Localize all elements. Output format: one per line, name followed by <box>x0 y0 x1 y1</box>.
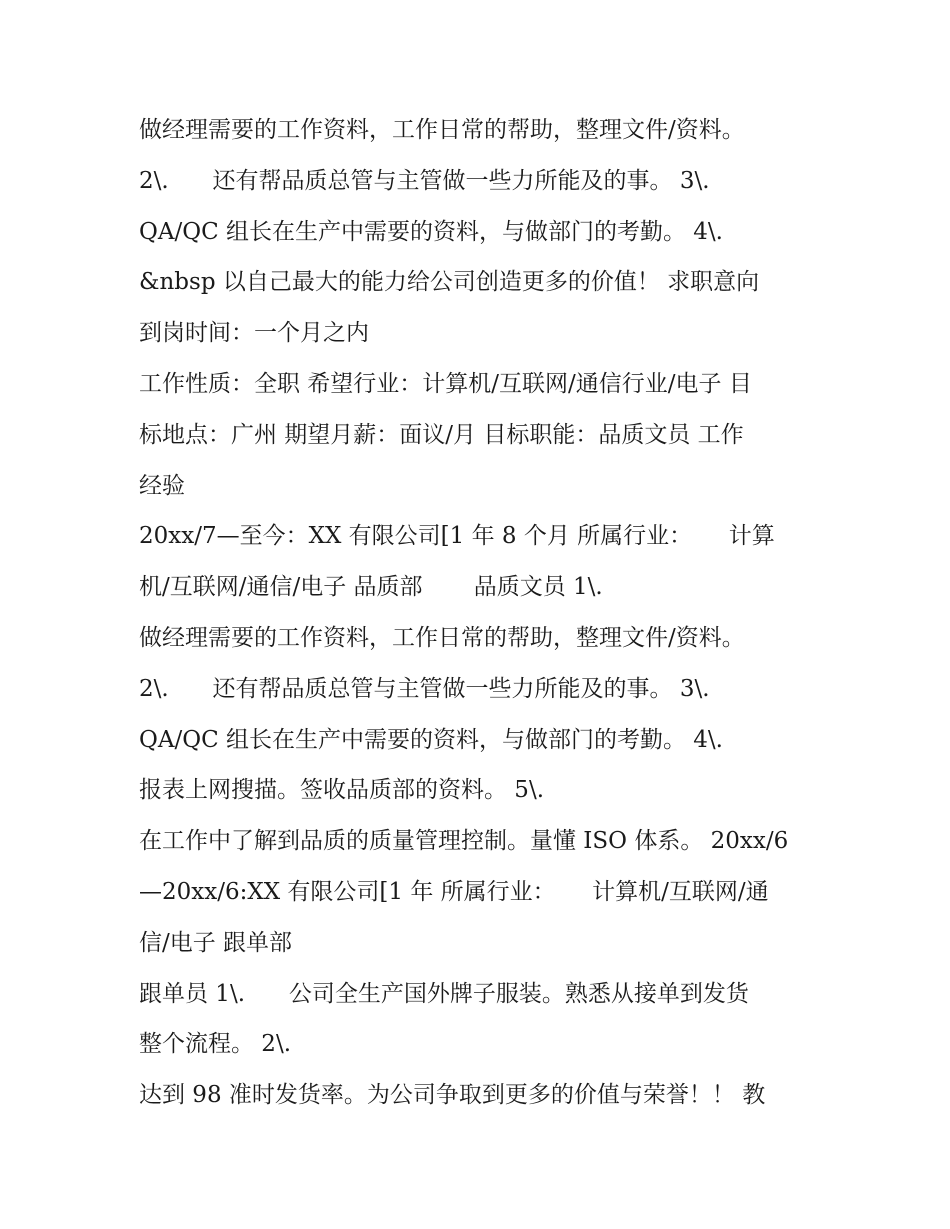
text-line: &nbsp 以自己最大的能力给公司创造更多的价值！ 求职意向 <box>139 269 760 296</box>
text-line: 标地点：广州 期望月薪：面议/月 目标职能：品质文员 工作 <box>139 421 744 448</box>
text-line: 做经理需要的工作资料，工作日常的帮助，整理文件/资料。 <box>139 624 745 651</box>
text-line: 2\. 还有帮品质总管与主管做一些力所能及的事。 3\. <box>139 675 710 702</box>
document-body <box>139 105 819 1121</box>
text-line: QA/QC 组长在生产中需要的资料，与做部门的考勤。 4\. <box>139 218 723 245</box>
text-line: 工作性质：全职 希望行业：计算机/互联网/通信行业/电子 目 <box>139 370 752 397</box>
text-line: 报表上网搜描。签收品质部的资料。 5\. <box>139 777 545 804</box>
text-line: 到岗时间：一个月之内 <box>139 320 369 347</box>
text-line: 做经理需要的工作资料，工作日常的帮助，整理文件/资料。 <box>139 117 745 143</box>
text-line: 整个流程。 2\. <box>139 1031 292 1058</box>
text-line: 跟单员 1\. 公司全生产国外牌子服装。熟悉从接单到发货 <box>139 980 749 1007</box>
text-line: 经验 <box>139 472 185 499</box>
text-line: 信/电子 跟单部 <box>139 929 293 956</box>
text-line: —20xx/6:XX 有限公司[1 年 所属行业： 计算机/互联网/通 <box>139 878 769 905</box>
text-line: 20xx/7—至今：XX 有限公司[1 年 8 个月 所属行业： 计算 <box>139 523 775 550</box>
text-line: 2\. 还有帮品质总管与主管做一些力所能及的事。 3\. <box>139 167 710 194</box>
text-line: 机/互联网/通信/电子 品质部 品质文员 1\. <box>139 574 603 601</box>
text-line: QA/QC 组长在生产中需要的资料，与做部门的考勤。 4\. <box>139 726 723 753</box>
text-line: 达到 98 准时发货率。为公司争取到更多的价值与荣誉！！ 教 <box>139 1082 766 1109</box>
text-line: 在工作中了解到品质的质量管理控制。量懂 ISO 体系。 20xx/6 <box>139 828 789 855</box>
